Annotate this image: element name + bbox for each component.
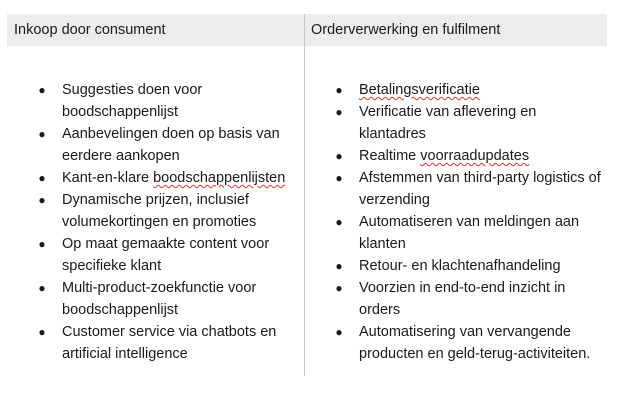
- list-item-text: Automatisering van vervangende producten en geld-terug-activiteiten.: [359, 324, 591, 362]
- list-item-text: Retour- en klachtenafhandeling: [359, 258, 561, 274]
- list-item: [35, 123, 297, 167]
- list-item: [332, 145, 607, 167]
- list-item: [332, 211, 607, 255]
- list-item-text: Multi-product-zoekfunctie voor boodschappenlijst: [62, 280, 257, 318]
- list-item-text: Afstemmen van third-party logistics of verzending: [359, 170, 601, 208]
- list-item-text: Verificatie van aflevering en klantadres: [359, 104, 537, 142]
- list-item: [35, 167, 297, 189]
- bullet-icon: ●: [38, 171, 46, 185]
- list-item: [332, 277, 607, 321]
- list-item-text: Dynamische prijzen, inclusief volumekortingen en promoties: [62, 192, 257, 230]
- bullet-icon: ●: [335, 259, 343, 273]
- bullet-icon: ●: [38, 127, 46, 141]
- bullet-icon: ●: [38, 237, 46, 251]
- list-item: [332, 255, 607, 277]
- bullet-icon: ●: [38, 83, 46, 97]
- header-consumer-purchase: Inkoop door consument: [14, 22, 166, 38]
- spellcheck-flagged-word: voorraadupdates: [420, 148, 530, 164]
- list-item-text: Kant-en-klare: [62, 170, 154, 186]
- header-order-fulfilment: Orderverwerking en fulfilment: [311, 22, 501, 38]
- spellcheck-flagged-word: boodschappenlijsten: [153, 170, 286, 186]
- bullet-icon: ●: [335, 105, 343, 119]
- list-item-text: Aanbevelingen doen op basis van eerdere aankopen: [62, 126, 280, 164]
- list-item-text: Voorzien in end-to-end inzicht in orders: [359, 280, 566, 318]
- column-divider: [304, 14, 305, 376]
- bullet-icon: ●: [38, 325, 46, 339]
- bullet-icon: ●: [335, 83, 343, 97]
- list-item-text: Op maat gemaakte content voor specifieke klant: [62, 236, 270, 274]
- bullet-icon: ●: [335, 281, 343, 295]
- list-item: [332, 321, 607, 365]
- list-item-text: Suggesties doen voor boodschappenlijst: [62, 82, 203, 120]
- comparison-table: [7, 14, 607, 376]
- bullet-icon: ●: [38, 281, 46, 295]
- list-item: [35, 321, 297, 365]
- list-item-text: Realtime: [359, 148, 421, 164]
- bullet-icon: ●: [335, 171, 343, 185]
- bullet-icon: ●: [335, 215, 343, 229]
- consumer-purchase-list: [35, 79, 297, 365]
- list-item-text: Customer service via chatbots en artificial intelligence: [62, 324, 277, 362]
- list-item: [35, 79, 297, 123]
- bullet-icon: ●: [38, 193, 46, 207]
- list-item: [35, 189, 297, 233]
- bullet-icon: ●: [335, 149, 343, 163]
- list-item-text: Automatiseren van meldingen aan klanten: [359, 214, 580, 252]
- list-item: [332, 79, 607, 101]
- list-item: [35, 233, 297, 277]
- order-fulfilment-list: [332, 79, 607, 365]
- bullet-icon: ●: [335, 325, 343, 339]
- list-item: [332, 167, 607, 211]
- spellcheck-flagged-word: Betalingsverificatie: [359, 82, 480, 98]
- list-item: [35, 277, 297, 321]
- list-item: [332, 101, 607, 145]
